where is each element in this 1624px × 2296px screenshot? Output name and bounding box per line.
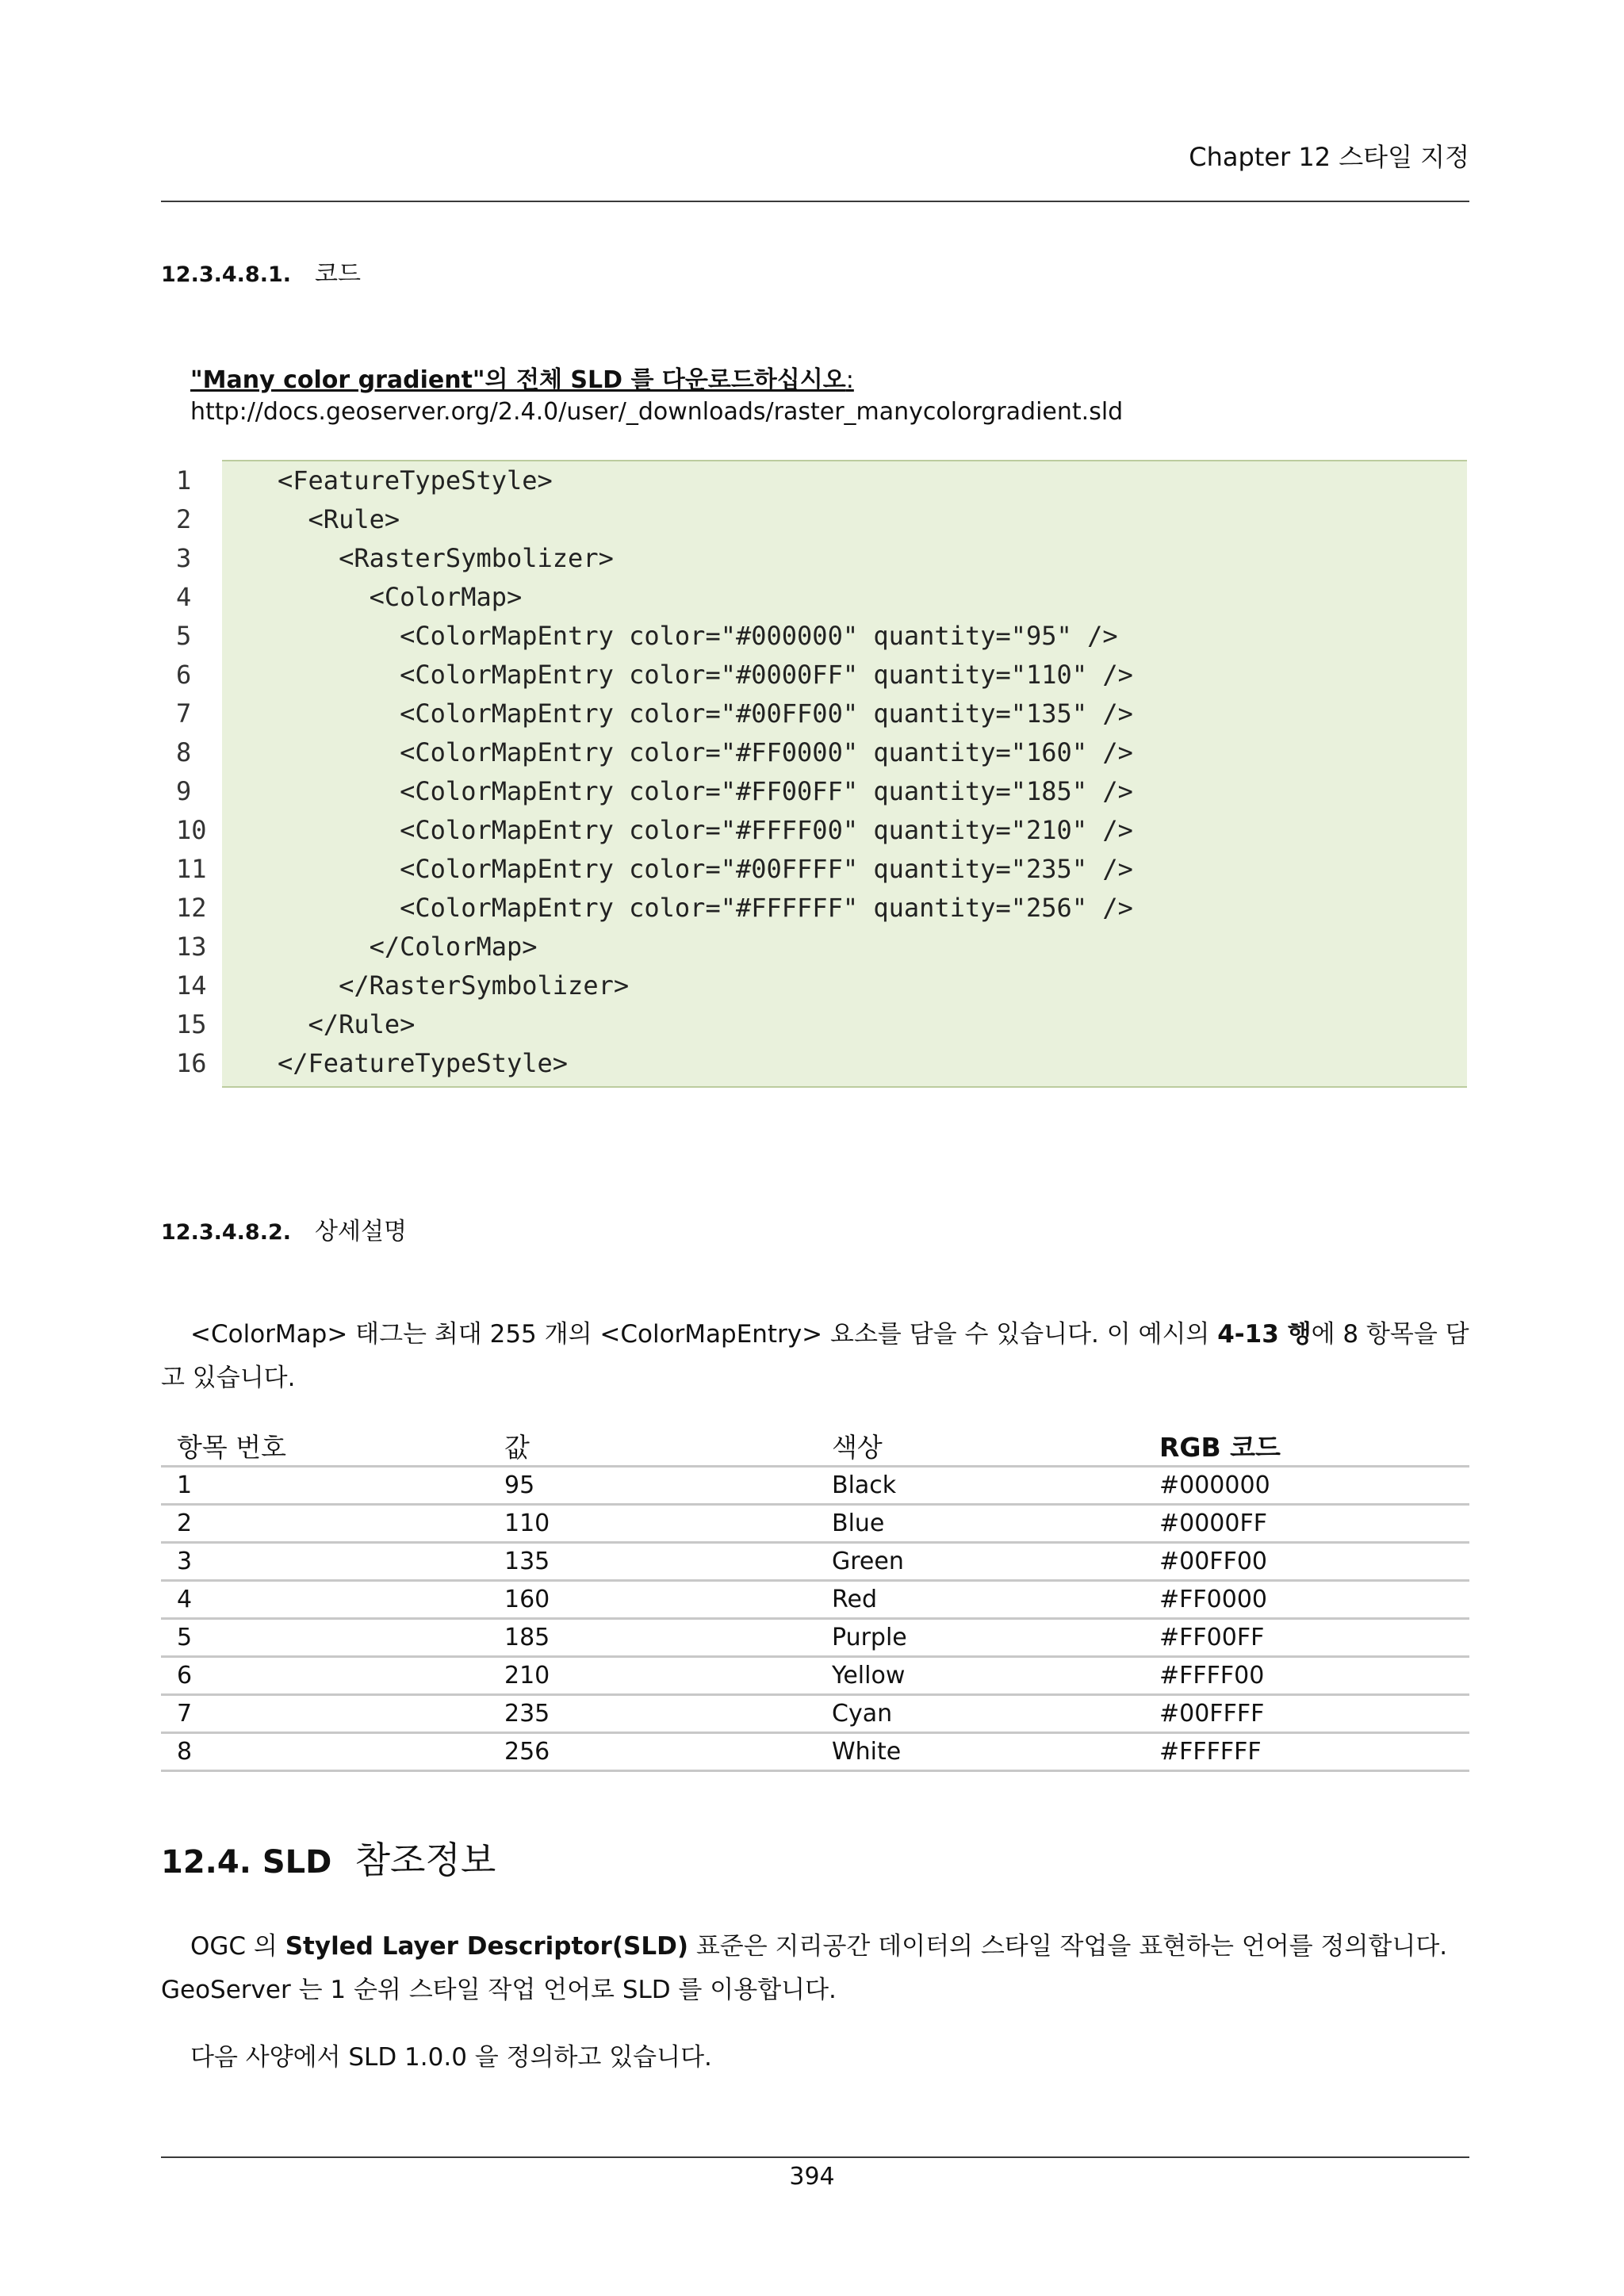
table-row — [161, 1619, 1469, 1657]
code-line-number: 16 — [176, 1048, 207, 1078]
table-row — [161, 1657, 1469, 1695]
cell-value: 160 — [488, 1581, 816, 1619]
cell-item-number: 2 — [161, 1505, 488, 1543]
cell-color-name: Purple — [816, 1619, 1143, 1657]
detail-text: <ColorMap> 태그는 최대 255 개의 <ColorMapEntry> 요소를 담을 수 있습니다. 이 예시의 — [190, 1320, 1218, 1349]
code-line-number: 5 — [176, 621, 192, 651]
code-line: <ColorMapEntry color="#FF00FF" quantity="185" /> — [278, 776, 1133, 806]
section-heading-detail — [161, 1211, 407, 1246]
sld-paragraph — [161, 1925, 1469, 2012]
sld-bold: Styled Layer Descriptor(SLD) — [285, 1932, 688, 1961]
cell-color-name: Red — [816, 1581, 1143, 1619]
detail-bold: 4-13 행 — [1217, 1320, 1312, 1349]
cell-value: 235 — [488, 1695, 816, 1733]
section-title: 참조정보 — [354, 1839, 496, 1881]
section-heading-sld-reference — [161, 1831, 496, 1884]
table-row — [161, 1543, 1469, 1581]
code-line: <ColorMapEntry color="#FF0000" quantity="160" /> — [278, 737, 1133, 767]
code-line-number: 13 — [176, 932, 207, 962]
code-line-number: 10 — [176, 815, 207, 845]
code-line-number: 11 — [176, 854, 207, 884]
cell-item-number: 4 — [161, 1581, 488, 1619]
table-row — [161, 1505, 1469, 1543]
detail-paragraph — [161, 1313, 1469, 1400]
cell-value: 95 — [488, 1467, 816, 1505]
detail-text-end: 에 8 항목을 담고 있습니다. — [161, 1320, 1469, 1392]
sld-text-end: 표준은 지리공간 데이터의 스타일 작업을 표현하는 언어를 정의합니다. GeoServer 는 1 순위 스타일 작업 언어로 SLD 를 이용합니다. — [161, 1932, 1448, 2004]
table-row — [161, 1695, 1469, 1733]
header-color: 색상 — [816, 1425, 1143, 1467]
section-number: 12.3.4.8.1. — [161, 262, 292, 287]
download-url[interactable]: http://docs.geoserver.org/2.4.0/user/_downloads/raster_manycolorgradient.sld — [190, 398, 1124, 426]
cell-item-number: 8 — [161, 1733, 488, 1771]
cell-color-name: Cyan — [816, 1695, 1143, 1733]
code-line-number: 15 — [176, 1009, 207, 1039]
section-heading-code — [161, 254, 361, 289]
code-line: <ColorMapEntry color="#000000" quantity="95" /> — [278, 621, 1118, 651]
code-line-number: 8 — [176, 737, 192, 767]
footer-rule — [161, 2156, 1469, 2158]
cell-color-name: White — [816, 1733, 1143, 1771]
download-link[interactable]: "Many color gradient"의 전체 SLD 를 다운로드하십시오 — [190, 366, 846, 394]
cell-rgb-code: #00FFFF — [1143, 1695, 1469, 1733]
code-line: <ColorMap> — [278, 582, 523, 612]
table-header-row — [161, 1425, 1469, 1467]
chapter-title: Chapter 12 스타일 지정 — [1189, 142, 1469, 172]
table-row — [161, 1467, 1469, 1505]
code-line: <FeatureTypeStyle> — [278, 465, 553, 496]
code-line-number: 6 — [176, 660, 192, 690]
section-number: 12.4. SLD — [161, 1844, 332, 1881]
header-rgb-code: RGB 코드 — [1143, 1425, 1469, 1467]
cell-value: 110 — [488, 1505, 816, 1543]
code-line-number: 7 — [176, 698, 192, 729]
header-item-number: 항목 번호 — [161, 1425, 488, 1467]
code-line-number: 9 — [176, 776, 192, 806]
table-row — [161, 1581, 1469, 1619]
page-number: 394 — [789, 2163, 835, 2191]
sld-spec-paragraph: 다음 사양에서 SLD 1.0.0 을 정의하고 있습니다. — [190, 2043, 712, 2072]
code-line: <ColorMapEntry color="#00FF00" quantity="135" /> — [278, 698, 1133, 729]
cell-rgb-code: #FF0000 — [1143, 1581, 1469, 1619]
cell-rgb-code: #000000 — [1143, 1467, 1469, 1505]
code-line: <ColorMapEntry color="#FFFF00" quantity="210" /> — [278, 815, 1133, 845]
code-line: <ColorMapEntry color="#FFFFFF" quantity="256" /> — [278, 893, 1133, 923]
section-number: 12.3.4.8.2. — [161, 1220, 292, 1245]
code-line: <Rule> — [278, 504, 400, 534]
code-line: </RasterSymbolizer> — [278, 970, 630, 1001]
code-line: </Rule> — [278, 1009, 416, 1039]
code-line: <RasterSymbolizer> — [278, 543, 614, 573]
cell-color-name: Green — [816, 1543, 1143, 1581]
cell-value: 256 — [488, 1733, 816, 1771]
cell-rgb-code: #00FF00 — [1143, 1543, 1469, 1581]
cell-item-number: 1 — [161, 1467, 488, 1505]
cell-item-number: 6 — [161, 1657, 488, 1695]
cell-rgb-code: #FF00FF — [1143, 1619, 1469, 1657]
cell-value: 185 — [488, 1619, 816, 1657]
cell-rgb-code: #0000FF — [1143, 1505, 1469, 1543]
cell-color-name: Yellow — [816, 1657, 1143, 1695]
code-line: <ColorMapEntry color="#0000FF" quantity="110" /> — [278, 660, 1133, 690]
cell-item-number: 3 — [161, 1543, 488, 1581]
code-line-number: 12 — [176, 893, 207, 923]
code-block — [222, 460, 1467, 1088]
sld-text: OGC 의 — [190, 1932, 285, 1961]
code-line-number: 4 — [176, 582, 192, 612]
code-line: </ColorMap> — [278, 932, 538, 962]
code-line: </FeatureTypeStyle> — [278, 1048, 569, 1078]
download-colon: : — [845, 366, 854, 394]
cell-color-name: Blue — [816, 1505, 1143, 1543]
section-title: 코드 — [315, 260, 361, 288]
cell-item-number: 7 — [161, 1695, 488, 1733]
table-row — [161, 1733, 1469, 1771]
code-line-number: 14 — [176, 970, 207, 1001]
page-header — [161, 131, 1469, 202]
code-line-number: 1 — [176, 465, 192, 496]
cell-rgb-code: #FFFFFF — [1143, 1733, 1469, 1771]
code-line: <ColorMapEntry color="#00FFFF" quantity="235" /> — [278, 854, 1133, 884]
code-line-number: 3 — [176, 543, 192, 573]
code-line-number: 2 — [176, 504, 192, 534]
cell-item-number: 5 — [161, 1619, 488, 1657]
colormap-table — [161, 1425, 1469, 1772]
cell-rgb-code: #FFFF00 — [1143, 1657, 1469, 1695]
cell-color-name: Black — [816, 1467, 1143, 1505]
cell-value: 135 — [488, 1543, 816, 1581]
section-title: 상세설명 — [315, 1218, 407, 1246]
cell-value: 210 — [488, 1657, 816, 1695]
header-value: 값 — [488, 1425, 816, 1467]
download-sentence[interactable] — [190, 360, 854, 395]
